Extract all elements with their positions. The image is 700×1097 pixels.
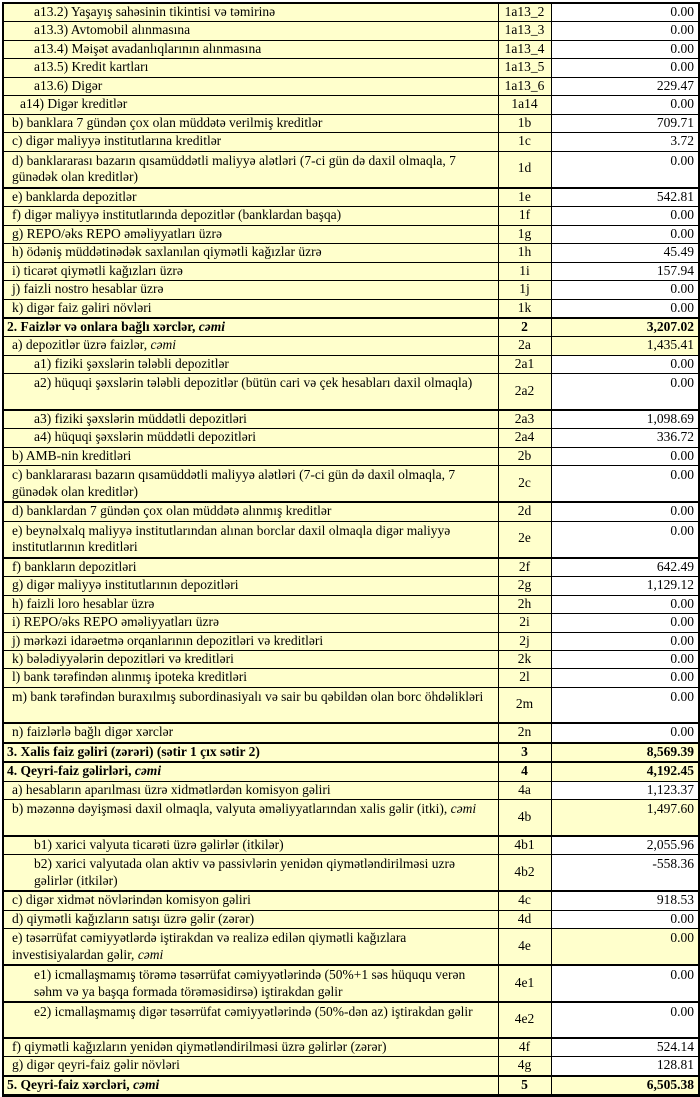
table-row: [3, 410, 699, 429]
row-label: [3, 133, 498, 151]
table-row: [3, 762, 699, 781]
row-label: [3, 650, 498, 668]
row-label-text: d) banklardan 7 gündən çox olan müddətə alınmış kreditlər: [12, 503, 332, 519]
row-label-text: l) bank tərəfindən alınmış ipoteka kreditləri: [12, 669, 248, 685]
row-label: [3, 151, 498, 187]
table-row: [3, 632, 699, 650]
row-label-text: a4) hüquqi şəxslərin müddətli depozitləri: [34, 429, 256, 445]
row-label-text: 5. Qeyri-faiz xərcləri,: [7, 1076, 134, 1092]
table-row: [3, 781, 699, 799]
row-value: 524.14: [551, 1038, 699, 1057]
row-label: [3, 40, 498, 58]
row-label: [3, 96, 498, 114]
row-label-text: f) digər maliyyə institutlarında depozitlər (banklardan başqa): [12, 207, 342, 223]
row-label: [3, 687, 498, 723]
row-code: 2b: [498, 447, 551, 465]
row-label-text: 4. Qeyri-faiz gəlirləri,: [7, 763, 135, 779]
row-value: 0.00: [551, 22, 699, 40]
row-label: [3, 466, 498, 502]
row-label: [3, 318, 498, 337]
table-row: [3, 114, 699, 132]
row-label-text: a13.6) Digər: [34, 77, 103, 93]
row-code: 2i: [498, 614, 551, 632]
table-row: [3, 502, 699, 521]
row-code: 1a14: [498, 96, 551, 114]
row-label: [3, 59, 498, 77]
row-value: 0.00: [551, 521, 699, 557]
table-row: [3, 836, 699, 855]
table-body: [3, 3, 699, 1096]
row-label-italic-suffix: cəmi: [450, 801, 477, 817]
row-code: 1i: [498, 262, 551, 280]
table-row: [3, 225, 699, 243]
row-value: 0.00: [551, 669, 699, 687]
row-value: 0.00: [551, 502, 699, 521]
row-label-italic-suffix: cəmi: [137, 946, 164, 962]
row-value: 0.00: [551, 910, 699, 928]
row-value: 1,435.41: [551, 337, 699, 355]
row-code: 1f: [498, 207, 551, 225]
row-label-text: k) digər faiz gəliri növləri: [12, 299, 152, 315]
row-label-italic-suffix: cəmi: [150, 337, 176, 353]
row-label-text: i) ticarət qiymətli kağızları üzrə: [12, 262, 183, 278]
row-code: 2g: [498, 577, 551, 595]
row-code: 5: [498, 1076, 551, 1096]
row-code: 4b2: [498, 855, 551, 891]
table-row: [3, 466, 699, 502]
row-value: 0.00: [551, 687, 699, 723]
row-code: 4e2: [498, 1002, 551, 1038]
row-value: 0.00: [551, 965, 699, 1002]
table-row: [3, 723, 699, 742]
row-value: 1,129.12: [551, 577, 699, 595]
row-code: 1d: [498, 151, 551, 187]
row-code: 4f: [498, 1038, 551, 1057]
row-label-text: c) digər xidmət növlərindən komisyon gəliri: [12, 892, 251, 908]
row-label: [3, 521, 498, 557]
row-label: [3, 244, 498, 262]
row-label-text: a13.5) Kredit kartları: [34, 59, 149, 75]
row-value: 0.00: [551, 650, 699, 668]
row-value: 6,505.38: [551, 1076, 699, 1096]
table-row: [3, 22, 699, 40]
row-label: [3, 225, 498, 243]
row-code: 2a4: [498, 429, 551, 447]
row-label: [3, 1038, 498, 1057]
row-label: [3, 114, 498, 132]
row-value: 128.81: [551, 1057, 699, 1076]
row-label-text: g) digər qeyri-faiz gəlir növləri: [12, 1057, 180, 1073]
row-label: [3, 337, 498, 355]
row-label-text: i) REPO/əks REPO əməliyyatları üzrə: [12, 614, 219, 630]
row-label-text: h) faizli loro hesablar üzrə: [12, 595, 155, 611]
row-value: 0.00: [551, 299, 699, 318]
table-row: [3, 1038, 699, 1057]
row-label: [3, 1002, 498, 1038]
row-label-text: k) bələdiyyələrin depozitləri və kreditləri: [12, 650, 234, 666]
table-row: [3, 965, 699, 1002]
row-value: 0.00: [551, 59, 699, 77]
row-code: 1e: [498, 188, 551, 207]
row-value: -558.36: [551, 855, 699, 891]
row-label: [3, 1076, 498, 1096]
row-label: [3, 22, 498, 40]
row-code: 2l: [498, 669, 551, 687]
row-value: 1,098.69: [551, 410, 699, 429]
row-label-text: m) bank tərəfindən buraxılmış subordinasiyalı və sair bu qəbildən olan borc öhdəlikləri: [12, 688, 484, 704]
row-label-text: e1) icmallaşmamış törəmə təsərrüfat cəmiyyətlərində (50%+1 səs hüququ verən səhm və ya başqa formada törəməsidirsə) iştirakdan gəlir: [34, 967, 466, 999]
row-code: 1h: [498, 244, 551, 262]
row-label: [3, 3, 498, 22]
row-label: [3, 965, 498, 1002]
row-code: 1b: [498, 114, 551, 132]
row-label-text: g) digər maliyyə institutlarının depozitləri: [12, 577, 239, 593]
row-label-text: c) banklararası bazarın qısamüddətli maliyyə alətləri (7-ci gün də daxil olmaqla, 7 günədək olan kreditlər): [12, 467, 456, 499]
table-row: [3, 800, 699, 836]
table-row: [3, 40, 699, 58]
row-label-text: b) məzənnə dəyişməsi daxil olmaqla, valyuta əməliyyatlarından xalis gəlir (itki),: [12, 801, 451, 817]
row-label-text: 2. Faizlər və onlara bağlı xərclər,: [7, 318, 199, 334]
row-code: 4c: [498, 891, 551, 910]
row-code: 1a13_4: [498, 40, 551, 58]
row-code: 2j: [498, 632, 551, 650]
row-label: [3, 929, 498, 965]
row-label: [3, 429, 498, 447]
row-label: [3, 723, 498, 742]
row-code: 2m: [498, 687, 551, 723]
table-row: [3, 262, 699, 280]
row-label-text: a14) Digər kreditlər: [20, 96, 128, 112]
row-label: [3, 614, 498, 632]
row-code: 1a13_3: [498, 22, 551, 40]
row-code: 4b1: [498, 836, 551, 855]
row-value: 0.00: [551, 614, 699, 632]
table-row: [3, 429, 699, 447]
row-code: 2a2: [498, 374, 551, 410]
table-row: [3, 318, 699, 337]
row-label: [3, 595, 498, 613]
row-label-text: g) REPO/əks REPO əməliyyatları üzrə: [12, 225, 222, 241]
row-code: 1g: [498, 225, 551, 243]
row-value: 3.72: [551, 133, 699, 151]
table-row: [3, 891, 699, 910]
row-label: [3, 891, 498, 910]
row-value: 642.49: [551, 558, 699, 577]
row-value: 3,207.02: [551, 318, 699, 337]
row-value: 0.00: [551, 447, 699, 465]
row-code: 3: [498, 743, 551, 762]
row-value: 0.00: [551, 723, 699, 742]
table-row: [3, 669, 699, 687]
row-label-text: j) faizli nostro hesablar üzrə: [12, 281, 164, 297]
row-label-italic-suffix: cəmi: [198, 318, 225, 334]
row-value: 0.00: [551, 151, 699, 187]
row-label: [3, 836, 498, 855]
row-label: [3, 855, 498, 891]
table-row: [3, 743, 699, 762]
row-label-text: a13.4) Məişət avadanlıqlarının alınmasına: [34, 40, 262, 56]
table-row: [3, 855, 699, 891]
row-value: 918.53: [551, 891, 699, 910]
row-value: 0.00: [551, 355, 699, 373]
row-code: 1c: [498, 133, 551, 151]
row-value: 542.81: [551, 188, 699, 207]
row-code: 2f: [498, 558, 551, 577]
row-label-text: b) banklara 7 gündən çox olan müddətə verilmiş kreditlər: [12, 114, 323, 130]
row-code: 1a13_5: [498, 59, 551, 77]
row-value: 0.00: [551, 40, 699, 58]
table-row: [3, 59, 699, 77]
row-code: 2: [498, 318, 551, 337]
row-label-text: e) beynəlxalq maliyyə institutlarından alınan borclar daxil olmaqla digər maliyyə institutlarının kreditləri: [12, 522, 451, 555]
row-label-text: j) mərkəzi idarəetmə orqanlarının depozitləri və kreditləri: [12, 632, 324, 648]
row-code: 4e: [498, 929, 551, 965]
row-label-text: e) təsərrüfat cəmiyyətlərdə iştirakdan və realizə edilən qiymətli kağızlara investisiyalardan gəlir,: [12, 930, 407, 962]
row-label-text: a13.3) Avtomobil alınmasına: [34, 22, 191, 38]
table-row: [3, 3, 699, 22]
table-row: [3, 374, 699, 410]
row-label: [3, 781, 498, 799]
row-code: 4d: [498, 910, 551, 928]
row-value: 0.00: [551, 207, 699, 225]
table-row: [3, 521, 699, 557]
table-row: [3, 244, 699, 262]
table-row: [3, 595, 699, 613]
row-label: [3, 558, 498, 577]
table-row: [3, 151, 699, 187]
table-row: [3, 96, 699, 114]
row-label: [3, 743, 498, 762]
row-label-text: a) depozitlər üzrə faizlər,: [12, 337, 151, 353]
table-row: [3, 188, 699, 207]
table-row: [3, 1057, 699, 1076]
row-code: 2a: [498, 337, 551, 355]
row-value: 0.00: [551, 1002, 699, 1038]
row-label: [3, 410, 498, 429]
row-label: [3, 1057, 498, 1076]
row-value: 0.00: [551, 374, 699, 410]
table-row: [3, 1076, 699, 1096]
row-value: 709.71: [551, 114, 699, 132]
row-label: [3, 910, 498, 928]
row-label-text: 3. Xalis faiz gəliri (zərəri) (sətir 1 çıx sətir 2): [7, 743, 260, 759]
row-code: 4: [498, 762, 551, 781]
row-label-text: a1) fiziki şəxslərin tələbli depozitlər: [34, 355, 229, 371]
row-code: 1a13_6: [498, 77, 551, 95]
income-statement-table: [2, 2, 700, 1097]
table-row: [3, 558, 699, 577]
row-code: 1a13_2: [498, 3, 551, 22]
row-value: 0.00: [551, 281, 699, 299]
row-code: 4e1: [498, 965, 551, 1002]
row-value: 0.00: [551, 632, 699, 650]
row-label-text: b) AMB-nin kreditləri: [12, 447, 132, 463]
row-label-text: h) ödəniş müddətinədək saxlanılan qiymətli kağızlar üzrə: [12, 244, 322, 260]
row-label-text: c) digər maliyyə institutlarına kreditlər: [12, 133, 222, 149]
row-label-text: e) banklarda depozitlər: [12, 188, 137, 204]
row-code: 2k: [498, 650, 551, 668]
row-code: 2d: [498, 502, 551, 521]
row-label: [3, 299, 498, 318]
row-label: [3, 800, 498, 836]
row-value: 4,192.45: [551, 762, 699, 781]
table-row: [3, 447, 699, 465]
row-code: 4g: [498, 1057, 551, 1076]
row-label: [3, 77, 498, 95]
row-label: [3, 502, 498, 521]
row-value: 45.49: [551, 244, 699, 262]
row-value: 1,497.60: [551, 800, 699, 836]
row-code: 2e: [498, 521, 551, 557]
table-row: [3, 929, 699, 965]
row-label-text: a2) hüquqi şəxslərin tələbli depozitlər (bütün cari və çek hesabları daxil olmaqla): [34, 375, 473, 391]
row-value: 8,569.39: [551, 743, 699, 762]
row-label-text: e2) icmallaşmamış digər təsərrüfat cəmiyyətlərində (50%-dən az) iştirakdan gəlir: [34, 1004, 473, 1019]
table-row: [3, 910, 699, 928]
row-label-text: d) banklararası bazarın qısamüddətli maliyyə alətləri (7-ci gün də daxil olmaqla, 7 günədək olan kreditlər): [12, 152, 456, 185]
row-code: 2n: [498, 723, 551, 742]
row-value: 229.47: [551, 77, 699, 95]
table-row: [3, 687, 699, 723]
row-code: 4a: [498, 781, 551, 799]
row-label-italic-suffix: cəmi: [133, 1076, 160, 1092]
row-label-italic-suffix: cəmi: [134, 763, 162, 779]
row-value: 336.72: [551, 429, 699, 447]
table-row: [3, 650, 699, 668]
table-row: [3, 355, 699, 373]
row-code: 4b: [498, 800, 551, 836]
row-label: [3, 207, 498, 225]
row-label: [3, 355, 498, 373]
row-label-text: b1) xarici valyuta ticarəti üzrə gəlirlər (itkilər): [34, 836, 284, 852]
row-label-text: a13.2) Yaşayış sahəsinin tikintisi və təmirinə: [34, 4, 276, 19]
row-label-text: f) qiymətli kağızların yenidən qiymətləndirilməsi üzrə gəlirlər (zərər): [12, 1039, 387, 1054]
table-row: [3, 77, 699, 95]
table-row: [3, 614, 699, 632]
row-value: 0.00: [551, 595, 699, 613]
row-code: 2a3: [498, 410, 551, 429]
row-value: 0.00: [551, 466, 699, 502]
row-label: [3, 577, 498, 595]
table-row: [3, 337, 699, 355]
row-label: [3, 374, 498, 410]
table-row: [3, 299, 699, 318]
table-row: [3, 577, 699, 595]
row-label-text: a) hesabların aparılması üzrə xidmətlərdən komisyon gəliri: [12, 781, 331, 797]
row-value: 0.00: [551, 96, 699, 114]
row-code: 1k: [498, 299, 551, 318]
row-label: [3, 447, 498, 465]
row-label-text: n) faizlərlə bağlı digər xərclər: [12, 724, 174, 740]
row-value: 1,123.37: [551, 781, 699, 799]
row-label-text: a3) fiziki şəxslərin müddətli depozitləri: [34, 410, 247, 426]
table-row: [3, 207, 699, 225]
row-label: [3, 632, 498, 650]
row-code: 2h: [498, 595, 551, 613]
row-label: [3, 188, 498, 207]
row-value: 0.00: [551, 929, 699, 965]
row-value: 157.94: [551, 262, 699, 280]
row-label: [3, 762, 498, 781]
row-code: 1j: [498, 281, 551, 299]
row-label: [3, 262, 498, 280]
row-label: [3, 669, 498, 687]
row-label-text: f) bankların depozitləri: [12, 558, 137, 574]
table-row: [3, 1002, 699, 1038]
row-code: 2c: [498, 466, 551, 502]
row-value: 0.00: [551, 3, 699, 22]
row-value: 2,055.96: [551, 836, 699, 855]
table-row: [3, 133, 699, 151]
row-code: 2a1: [498, 355, 551, 373]
row-label-text: d) qiymətli kağızların satışı üzrə gəlir (zərər): [12, 910, 255, 926]
row-label: [3, 281, 498, 299]
row-label-text: b2) xarici valyutada olan aktiv və passivlərin yenidən qiymətləndirilməsi uzrə gəlirlər (itkilər): [34, 856, 455, 888]
row-value: 0.00: [551, 225, 699, 243]
table-row: [3, 281, 699, 299]
